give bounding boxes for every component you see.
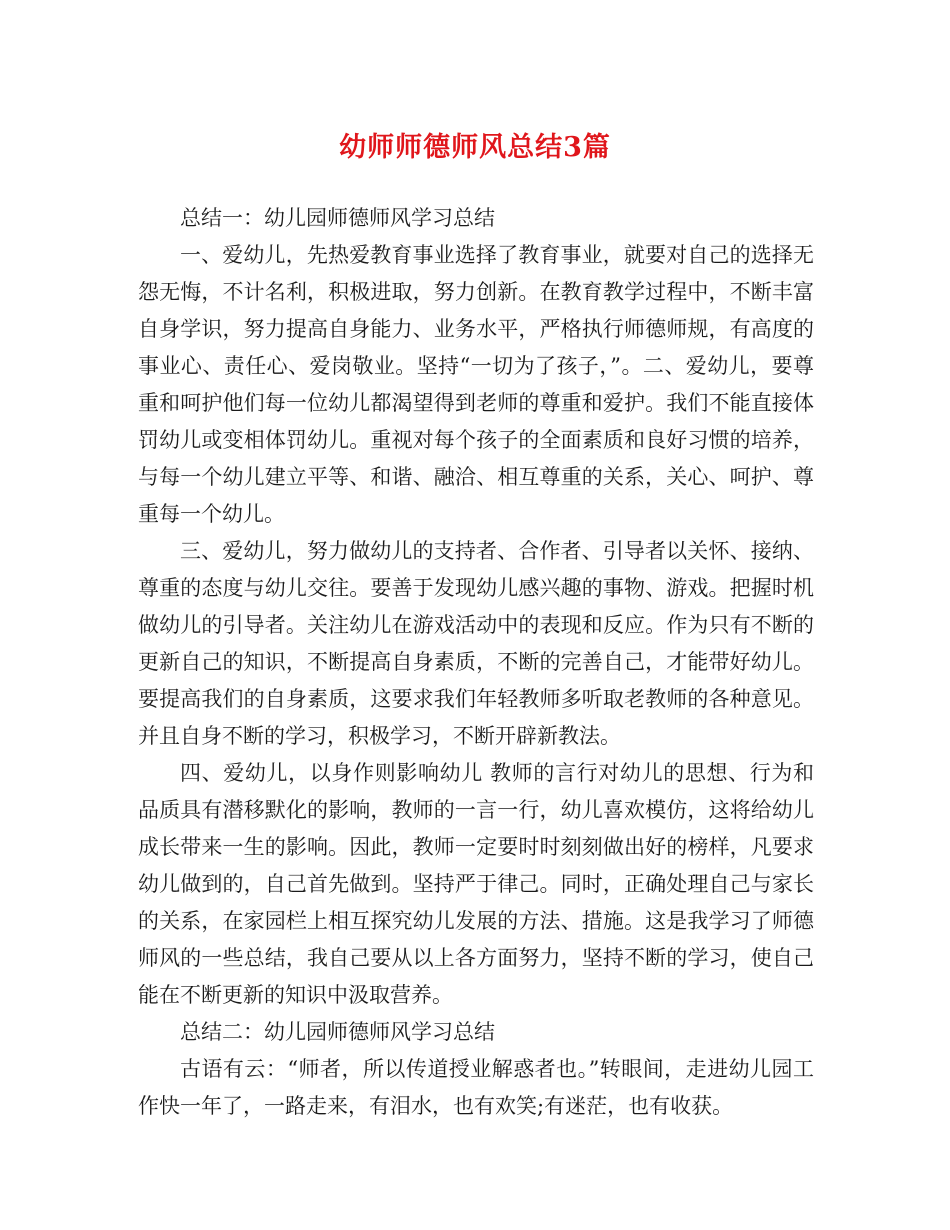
document-title: 幼师师德师风总结3篇: [339, 132, 611, 163]
paragraph-4: 古语有云：“师者，所以传道授业解惑者也。”转眼间，走进幼儿园工作快一年了，一路走来，有泪水，也有欢笑;有迷茫，也有收获。: [138, 1057, 814, 1118]
paragraph-3: 四、爱幼儿，以身作则影响幼儿 教师的言行对幼儿的思想、行为和品质具有潜移默化的影响，教师的一言一行，幼儿喜欢模仿，这将给幼儿成长带来一生的影响。因此，教师一定要时时刻刻做出好的榜样，凡要求幼儿做到的，自己首先做到。坚持严于律己。同时，正确处理自己与家长的关系，在家园栏上相互探究幼儿发展的方法、措施。这是我学习了师德师风的一些总结，我自己要从以上各方面努力，坚持不断的学习，使自己能在不断更新的知识中汲取营养。: [138, 761, 814, 1007]
section-heading-2: 总结二：幼儿园师德师风学习总结: [180, 1020, 495, 1044]
section-heading-1: 总结一：幼儿园师德师风学习总结: [180, 206, 495, 230]
paragraph-1: 一、爱幼儿，先热爱教育事业选择了教育事业，就要对自己的选择无怨无悔，不计名利，积极进取，努力创新。在教育教学过程中，不断丰富自身学识，努力提高自身能力、业务水平，严格执行师德师规，有高度的事业心、责任心、爱岗敬业。坚持“一切为了孩子，”。二、爱幼儿，要尊重和呵护他们每一位幼儿都渴望得到老师的尊重和爱护。我们不能直接体罚幼儿或变相体罚幼儿。重视对每个孩子的全面素质和良好习惯的培养，与每一个幼儿建立平等、和谐、融洽、相互尊重的关系，关心、呵护、尊重每一个幼儿。: [138, 243, 814, 526]
document-body: [138, 200, 814, 1125]
paragraph-2: 三、爱幼儿，努力做幼儿的支持者、合作者、引导者以关怀、接纳、尊重的态度与幼儿交往。要善于发现幼儿感兴趣的事物、游戏。把握时机做幼儿的引导者。关注幼儿在游戏活动中的表现和反应。作为只有不断的更新自己的知识，不断提高自身素质，不断的完善自己，才能带好幼儿。要提高我们的自身素质，这要求我们年轻教师多听取老教师的各种意见。并且自身不断的学习，积极学习，不断开辟新教法。: [138, 539, 814, 748]
